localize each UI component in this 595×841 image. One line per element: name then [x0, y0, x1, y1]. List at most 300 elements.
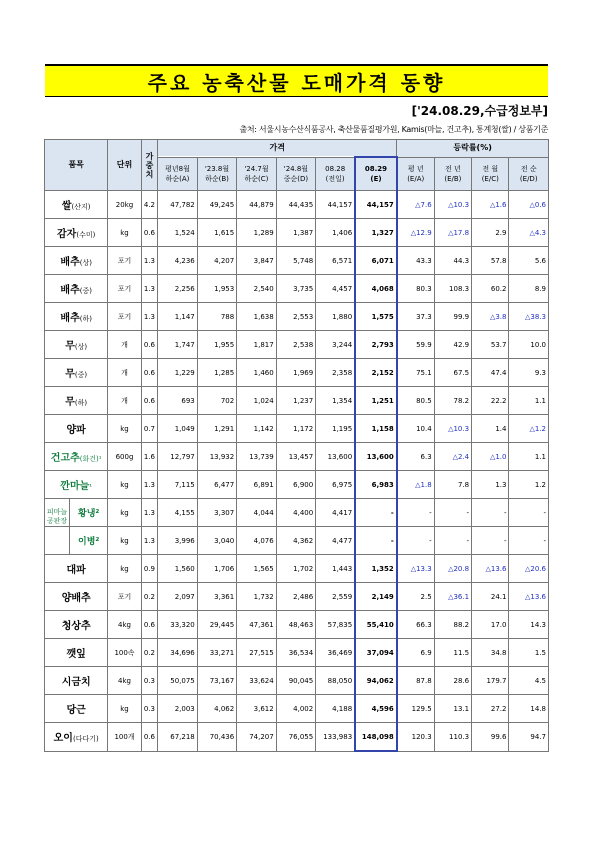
weight-cell: 1.3: [141, 247, 158, 275]
price-cell: 3,361: [197, 583, 236, 611]
price-cell: 1,460: [237, 359, 276, 387]
price-cell: 1,969: [276, 359, 315, 387]
rate-cell: 44.3: [434, 247, 471, 275]
header-price-col-line2: 하순(B): [205, 174, 229, 183]
price-cell: 2,256: [158, 275, 197, 303]
rate-cell: 87.8: [397, 667, 434, 695]
price-cell: 3,612: [237, 695, 276, 723]
weight-cell: 0.2: [141, 639, 158, 667]
weight-cell: 0.9: [141, 555, 158, 583]
item-name-sub: ¹: [89, 483, 93, 491]
header-rate-col-line2: (E/A): [407, 174, 425, 183]
rate-cell: △7.6: [397, 191, 434, 219]
table-row: [45, 471, 549, 499]
item-name: [45, 387, 108, 415]
price-cell: 2,003: [158, 695, 197, 723]
weight-cell: 0.6: [141, 387, 158, 415]
rate-cell: 1.1: [509, 387, 549, 415]
item-name: [45, 275, 108, 303]
item-name: [45, 443, 108, 471]
weight-cell: 0.6: [141, 723, 158, 752]
weight-cell: 0.3: [141, 695, 158, 723]
price-cell: 3,040: [197, 527, 236, 555]
price-cell: 1,291: [197, 415, 236, 443]
item-name-main: 건고추: [50, 453, 80, 464]
price-cell: 90,045: [276, 667, 315, 695]
table-row: [45, 415, 549, 443]
price-cell: 47,361: [237, 611, 276, 639]
price-cell: 55,410: [355, 611, 397, 639]
item-name-main: 시금치: [61, 677, 91, 688]
rate-cell: -: [397, 527, 434, 555]
price-cell: 2,152: [355, 359, 397, 387]
price-cell: 74,207: [237, 723, 276, 752]
price-cell: 1,327: [355, 219, 397, 247]
item-name-main: 무: [65, 341, 75, 352]
rate-cell: 10.4: [397, 415, 434, 443]
price-cell: 1,615: [197, 219, 236, 247]
header-rate-col: [472, 157, 509, 191]
table-row: [45, 527, 549, 555]
item-name-sub: (하): [74, 399, 88, 407]
weight-cell: 0.3: [141, 667, 158, 695]
rate-cell: △1.2: [509, 415, 549, 443]
rate-cell: 14.3: [509, 611, 549, 639]
header-rate-col: [509, 157, 549, 191]
rate-cell: △1.6: [472, 191, 509, 219]
price-cell: 6,900: [276, 471, 315, 499]
item-name: [45, 639, 108, 667]
rate-cell: 57.8: [472, 247, 509, 275]
rate-cell: 2.9: [472, 219, 509, 247]
price-cell: 2,553: [276, 303, 315, 331]
header-price-col-line1: '24.8월: [283, 164, 309, 173]
price-cell: 44,157: [316, 191, 355, 219]
item-name-main: 대파: [66, 565, 86, 576]
rate-cell: △4.3: [509, 219, 549, 247]
header-price-col-line1: '24.7월: [244, 164, 269, 173]
source-note: 출처: 서울시농수산식품공사, 축산물품질평가원, Kamis(마늘, 건고추), 통계청(쌀) / 상품기준: [239, 125, 548, 134]
unit-cell: 포기: [108, 247, 141, 275]
rate-cell: △3.8: [472, 303, 509, 331]
price-cell: 1,955: [197, 331, 236, 359]
unit-cell: kg: [108, 471, 141, 499]
header-rate-col-line1: 전 월: [482, 164, 499, 173]
price-cell: 29,445: [197, 611, 236, 639]
price-cell: 1,289: [237, 219, 276, 247]
price-cell: 2,486: [276, 583, 315, 611]
price-cell: 6,975: [316, 471, 355, 499]
price-cell: 1,706: [197, 555, 236, 583]
rate-cell: 1.2: [509, 471, 549, 499]
rate-cell: 78.2: [434, 387, 471, 415]
price-cell: 1,565: [237, 555, 276, 583]
price-cell: 44,435: [276, 191, 315, 219]
rate-cell: 110.3: [434, 723, 471, 752]
rate-cell: 13.1: [434, 695, 471, 723]
price-cell: 1,638: [237, 303, 276, 331]
header-price-col-line2: (E): [370, 175, 382, 183]
rate-cell: 8.9: [509, 275, 549, 303]
price-cell: 13,932: [197, 443, 236, 471]
price-cell: 693: [158, 387, 197, 415]
unit-cell: 개: [108, 359, 141, 387]
item-name-main: 깻잎: [66, 649, 86, 660]
rate-cell: △38.3: [509, 303, 549, 331]
price-cell: 1,732: [237, 583, 276, 611]
price-cell: 57,835: [316, 611, 355, 639]
price-cell: 1,142: [237, 415, 276, 443]
header-rate-col: [434, 157, 471, 191]
item-name: [45, 359, 108, 387]
price-cell: 67,218: [158, 723, 197, 752]
rate-cell: 28.6: [434, 667, 471, 695]
rate-cell: △0.6: [509, 191, 549, 219]
header-item: 품목: [45, 140, 108, 191]
price-cell: 6,477: [197, 471, 236, 499]
item-name-sub: (산지): [71, 203, 91, 211]
item-split: [45, 527, 107, 554]
rate-cell: 60.2: [472, 275, 509, 303]
item-name-main: 깐마늘: [60, 481, 90, 492]
header-price-col-line2: 하순(C): [244, 174, 269, 183]
price-cell: 4,362: [276, 527, 315, 555]
price-cell: 4,400: [276, 499, 315, 527]
price-cell: 6,891: [237, 471, 276, 499]
price-cell: 3,735: [276, 275, 315, 303]
price-cell: 7,115: [158, 471, 197, 499]
rate-cell: 37.3: [397, 303, 434, 331]
item-name: 이병²: [78, 537, 100, 547]
rate-cell: 88.2: [434, 611, 471, 639]
table-row: [45, 639, 549, 667]
rate-cell: 129.5: [397, 695, 434, 723]
price-cell: 1,880: [316, 303, 355, 331]
price-cell: 73,167: [197, 667, 236, 695]
rate-cell: 120.3: [397, 723, 434, 752]
item-name-sub: (중): [74, 371, 88, 379]
price-cell: 1,024: [237, 387, 276, 415]
item-name: [45, 331, 108, 359]
header-rate-col-line1: 전 년: [445, 164, 461, 173]
unit-cell: 포기: [108, 303, 141, 331]
header-price-col-line1: 평년8월: [165, 164, 190, 173]
rate-cell: 22.2: [472, 387, 509, 415]
date-label: ['24.08.29,수급정보부]: [411, 104, 548, 118]
price-cell: 1,229: [158, 359, 197, 387]
unit-cell: kg: [108, 527, 141, 555]
rate-cell: 10.0: [509, 331, 549, 359]
header-rate-group: 등락률(%): [397, 140, 549, 158]
weight-cell: 0.7: [141, 415, 158, 443]
item-name: [45, 667, 108, 695]
price-cell: 33,624: [237, 667, 276, 695]
rate-cell: -: [472, 499, 509, 527]
rate-cell: 34.8: [472, 639, 509, 667]
table-row: [45, 387, 549, 415]
price-cell: 4,207: [197, 247, 236, 275]
rate-cell: 4.5: [509, 667, 549, 695]
rate-cell: -: [434, 499, 471, 527]
rate-cell: 5.6: [509, 247, 549, 275]
header-price-col-line1: 08.28: [325, 164, 346, 173]
header-price-col-line2: 중순(D): [283, 174, 309, 183]
price-cell: 5,748: [276, 247, 315, 275]
price-cell: 4,417: [316, 499, 355, 527]
rate-cell: 47.4: [472, 359, 509, 387]
header-price-col: [355, 157, 397, 191]
item-split-cell: [45, 499, 108, 527]
rate-cell: △17.8: [434, 219, 471, 247]
price-cell: 1,747: [158, 331, 197, 359]
unit-cell: kg: [108, 555, 141, 583]
weight-cell: 1.3: [141, 275, 158, 303]
header-rate-col-line2: (E/D): [519, 174, 538, 183]
unit-cell: 개: [108, 387, 141, 415]
unit-cell: 20kg: [108, 191, 141, 219]
rate-cell: △13.6: [509, 583, 549, 611]
rate-cell: 42.9: [434, 331, 471, 359]
item-name-main: 감자: [57, 229, 77, 240]
rate-cell: 1.5: [509, 639, 549, 667]
unit-cell: 4kg: [108, 667, 141, 695]
item-split-cell: [45, 527, 108, 555]
unit-cell: kg: [108, 415, 141, 443]
weight-cell: 0.6: [141, 331, 158, 359]
table-row: [45, 723, 549, 752]
price-cell: 36,534: [276, 639, 315, 667]
rate-cell: -: [397, 499, 434, 527]
price-cell: 1,406: [316, 219, 355, 247]
price-cell: 1,195: [316, 415, 355, 443]
rate-cell: 6.3: [397, 443, 434, 471]
table-row: [45, 667, 549, 695]
price-cell: 4,068: [355, 275, 397, 303]
rate-cell: 11.5: [434, 639, 471, 667]
rate-cell: 14.8: [509, 695, 549, 723]
page-title: 주요 농축산물 도매가격 동향: [45, 64, 548, 97]
table-row: [45, 583, 549, 611]
price-cell: 1,354: [316, 387, 355, 415]
item-name: [45, 247, 108, 275]
price-cell: 2,358: [316, 359, 355, 387]
rate-cell: △1.0: [472, 443, 509, 471]
unit-cell: kg: [108, 499, 141, 527]
header-price-col-line2: (전일): [325, 174, 345, 183]
price-cell: 27,515: [237, 639, 276, 667]
rate-cell: 80.5: [397, 387, 434, 415]
table-row: [45, 499, 549, 527]
group-label: 피마늘 공판장: [45, 499, 70, 526]
price-cell: 1,817: [237, 331, 276, 359]
rate-cell: △12.9: [397, 219, 434, 247]
price-cell: 1,237: [276, 387, 315, 415]
table-row: [45, 555, 549, 583]
rate-cell: -: [434, 527, 471, 555]
weight-cell: 1.3: [141, 499, 158, 527]
weight-cell: 0.2: [141, 583, 158, 611]
price-cell: 4,477: [316, 527, 355, 555]
table-row: [45, 275, 549, 303]
item-name: 황냉²: [78, 509, 100, 519]
price-cell: 1,352: [355, 555, 397, 583]
rate-cell: 108.3: [434, 275, 471, 303]
item-split: [45, 499, 107, 526]
unit-cell: 포기: [108, 275, 141, 303]
rate-cell: 27.2: [472, 695, 509, 723]
price-cell: 2,540: [237, 275, 276, 303]
rate-cell: 53.7: [472, 331, 509, 359]
price-cell: 1,560: [158, 555, 197, 583]
rate-cell: 24.1: [472, 583, 509, 611]
weight-cell: 1.3: [141, 527, 158, 555]
price-cell: 1,172: [276, 415, 315, 443]
unit-cell: 600g: [108, 443, 141, 471]
item-name: [45, 219, 108, 247]
price-cell: 1,285: [197, 359, 236, 387]
price-cell: 76,055: [276, 723, 315, 752]
price-cell: 3,996: [158, 527, 197, 555]
price-cell: 1,443: [316, 555, 355, 583]
price-cell: 4,044: [237, 499, 276, 527]
price-cell: 70,436: [197, 723, 236, 752]
price-cell: 2,538: [276, 331, 315, 359]
rate-cell: 94.7: [509, 723, 549, 752]
rate-cell: 6.9: [397, 639, 434, 667]
unit-cell: 100속: [108, 639, 141, 667]
rate-cell: -: [472, 527, 509, 555]
weight-cell: 0.6: [141, 359, 158, 387]
price-cell: 4,236: [158, 247, 197, 275]
price-cell: 33,271: [197, 639, 236, 667]
weight-cell: 0.6: [141, 611, 158, 639]
weight-cell: 4.2: [141, 191, 158, 219]
price-cell: 47,782: [158, 191, 197, 219]
item-name-sub: (하): [79, 315, 92, 323]
rate-cell: 80.3: [397, 275, 434, 303]
item-name-main: 무: [65, 369, 75, 380]
price-cell: 2,149: [355, 583, 397, 611]
price-cell: 13,457: [276, 443, 315, 471]
unit-cell: 포기: [108, 583, 141, 611]
item-name-sub: (상): [79, 259, 92, 267]
price-cell: 4,002: [276, 695, 315, 723]
rate-cell: 1.3: [472, 471, 509, 499]
rate-cell: -: [509, 499, 549, 527]
item-name: [45, 611, 108, 639]
unit-cell: 개: [108, 331, 141, 359]
header-price-col: [158, 157, 197, 191]
item-name-main: 당근: [66, 705, 86, 716]
item-name-main: 오이: [53, 733, 73, 745]
price-cell: 1,702: [276, 555, 315, 583]
rate-cell: △10.3: [434, 415, 471, 443]
price-cell: 88,050: [316, 667, 355, 695]
item-name-main: 무: [65, 397, 75, 408]
price-cell: 1,251: [355, 387, 397, 415]
item-name: [45, 723, 108, 752]
price-cell: 12,797: [158, 443, 197, 471]
header-rate-col: [397, 157, 434, 191]
price-cell: 13,600: [355, 443, 397, 471]
table-row: [45, 191, 549, 219]
header-price-col: [276, 157, 315, 191]
price-cell: 1,575: [355, 303, 397, 331]
header-rate-col-line1: 평 년: [407, 164, 424, 173]
price-cell: 6,571: [316, 247, 355, 275]
item-name: [45, 695, 108, 723]
item-name: [45, 303, 108, 331]
price-cell: 13,739: [237, 443, 276, 471]
price-cell: 2,097: [158, 583, 197, 611]
item-name: [45, 191, 108, 219]
header-rate-col-line2: (E/B): [444, 174, 462, 183]
rate-cell: △20.6: [509, 555, 549, 583]
price-cell: 4,188: [316, 695, 355, 723]
rate-cell: △36.1: [434, 583, 471, 611]
price-cell: 1,049: [158, 415, 197, 443]
unit-cell: kg: [108, 695, 141, 723]
weight-cell: 1.3: [141, 471, 158, 499]
header-rate-col-line2: (E/C): [481, 174, 499, 183]
header-unit: 단위: [108, 140, 141, 191]
rate-cell: 17.0: [472, 611, 509, 639]
rate-cell: △20.8: [434, 555, 471, 583]
price-cell: -: [355, 499, 397, 527]
rate-cell: 2.5: [397, 583, 434, 611]
item-name: [45, 415, 108, 443]
unit-cell: kg: [108, 219, 141, 247]
price-cell: 6,983: [355, 471, 397, 499]
rate-cell: △13.3: [397, 555, 434, 583]
price-cell: 34,696: [158, 639, 197, 667]
price-cell: 48,463: [276, 611, 315, 639]
group-label-spacer: [45, 527, 70, 554]
rate-cell: 43.3: [397, 247, 434, 275]
item-name-sub: (화건)¹: [79, 455, 102, 463]
unit-cell: 4kg: [108, 611, 141, 639]
weight-cell: 1.3: [141, 303, 158, 331]
rate-cell: 75.1: [397, 359, 434, 387]
price-cell: 49,245: [197, 191, 236, 219]
rate-cell: 99.9: [434, 303, 471, 331]
weight-cell: 1.6: [141, 443, 158, 471]
header-price-col-line2: 하순(A): [165, 174, 190, 183]
price-cell: 4,596: [355, 695, 397, 723]
rate-cell: 7.8: [434, 471, 471, 499]
price-cell: 3,847: [237, 247, 276, 275]
item-name-main: 양파: [66, 425, 86, 436]
item-name-main: 청상추: [61, 621, 91, 632]
price-cell: 1,387: [276, 219, 315, 247]
item-name-sub: (수미): [76, 231, 96, 239]
rate-cell: 66.3: [397, 611, 434, 639]
price-cell: 148,098: [355, 723, 397, 752]
item-name-sub: (다다기): [72, 735, 99, 744]
price-cell: 44,879: [237, 191, 276, 219]
table-row: [45, 331, 549, 359]
header-weight: 가중치: [141, 140, 158, 191]
header-rate-col-line1: 전 순: [520, 164, 537, 173]
item-name-main: 배추: [60, 313, 80, 324]
price-cell: 4,155: [158, 499, 197, 527]
price-cell: 36,469: [316, 639, 355, 667]
table-row: [45, 443, 549, 471]
price-cell: 788: [197, 303, 236, 331]
price-cell: 37,094: [355, 639, 397, 667]
price-cell: 4,076: [237, 527, 276, 555]
item-name: [45, 471, 108, 499]
